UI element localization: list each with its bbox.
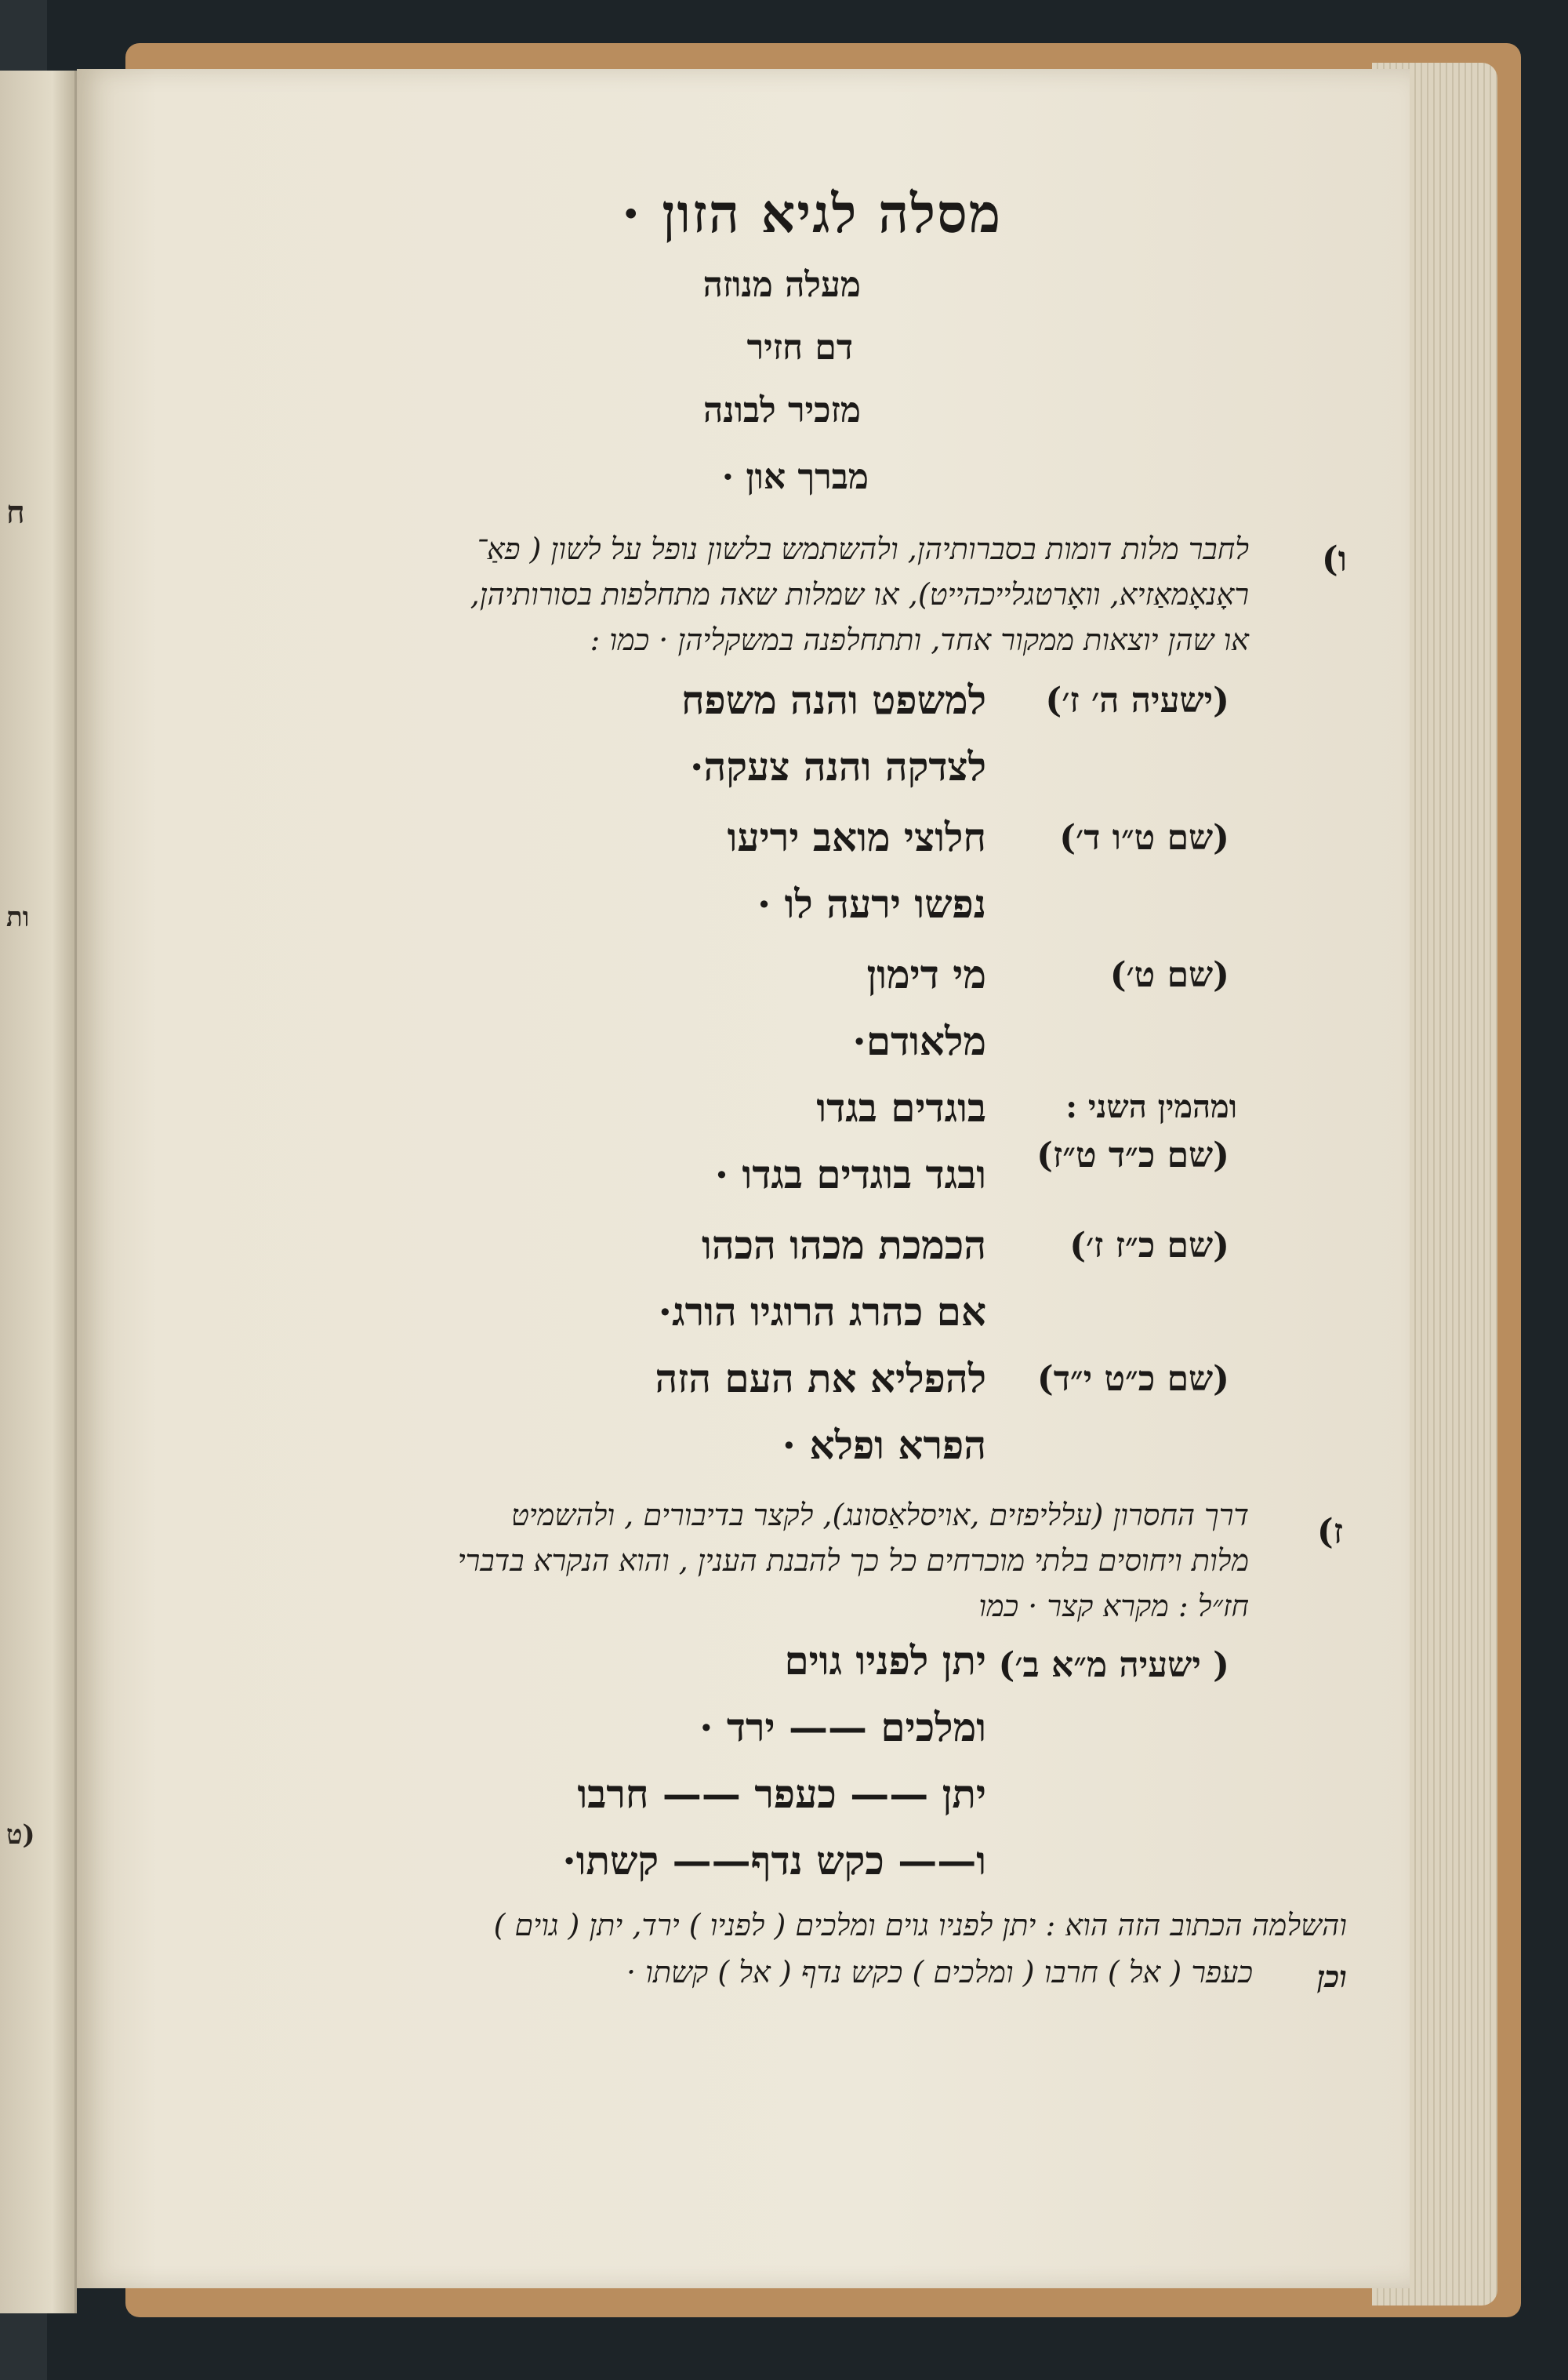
section-number: ז) <box>1316 1512 1343 1552</box>
verse-reference: (שם ט״ו ד׳) <box>1059 818 1229 858</box>
head-line: דם חזיר <box>746 328 853 368</box>
verse-line: ובגד בוגדים בגדו · <box>714 1151 986 1197</box>
verse-line: למשפט והנה משפח <box>681 677 986 723</box>
section-intro-line: לחבר מלות דומות בסברותיהן, ולהשתמש בלשון נופל על לשון ( פאַ־ <box>475 532 1249 566</box>
verse-reference: ( ישעיה מ״א ב׳) <box>998 1645 1229 1685</box>
verse-reference: ומהמין השני : <box>1065 1088 1237 1125</box>
head-line: מזכיר לבונה <box>703 391 861 431</box>
section-intro-line: מלות ויחוסים בלתי מוכרחים כל כך להבנת הענין , והוא הנקרא בדברי <box>457 1543 1249 1578</box>
section-intro-line: ראָנאָמאַזיא, וואָרטגלייכהייט), או שמלות שאה מתחלפות בסורותיהן, <box>470 577 1249 612</box>
verse-reference: (שם כ״ד ט״ז) <box>1036 1135 1229 1175</box>
section-intro-line: חז״ל : מקרא קצר · כמו <box>978 1589 1249 1623</box>
book-page <box>77 69 1410 2288</box>
verse-line: לצדקה והנה צעקה· <box>690 743 986 790</box>
verse-line: להפליא את העם הזה <box>655 1355 986 1401</box>
previous-page <box>0 71 77 2313</box>
catchword: וכן <box>1317 1959 1347 1994</box>
verse-line: הפרא ופלא · <box>782 1422 986 1468</box>
closing-line: והשלמה הכתוב הזה הוא : יתן לפניו גוים ומלכים ( לפניו ) ירד, יתן ( גוים ) <box>493 1908 1347 1942</box>
section-number: ו) <box>1321 540 1347 580</box>
section-intro-line: או שהן יוצאות ממקור אחד, ותתחלפנה במשקליהן · כמו : <box>590 623 1249 657</box>
verse-reference: (ישעיה ה׳ ז׳) <box>1045 681 1229 721</box>
verse-line: מי דימון <box>866 951 986 997</box>
head-line: מברך און · <box>721 457 869 497</box>
prev-page-mark: ח <box>6 494 25 531</box>
verse-line: אם כהרג הרוגיו הורג· <box>658 1288 986 1335</box>
verse-line: יתן לפניו גוים <box>784 1637 986 1684</box>
verse-line: יתן —— כעפר —— חרבו <box>577 1771 986 1817</box>
verse-reference: (שם כ״ט י״ד) <box>1036 1359 1229 1399</box>
verse-line: חלוצי מואב יריעו <box>727 814 986 860</box>
closing-line: כעפר ( אל ) חרבו ( ומלכים ) כקש נדף ( אל ) קשתו · <box>626 1955 1253 1989</box>
verse-line: ו—— כקש נדף—— קשתו· <box>562 1837 986 1884</box>
verse-line: ומלכים —— ירד · <box>699 1704 986 1750</box>
verse-line: נפשו ירעה לו · <box>757 881 986 927</box>
head-line: מעלה מנוזה <box>702 265 861 305</box>
verse-line: בוגדים בגדו <box>816 1085 986 1131</box>
verse-line: מלאודם· <box>852 1018 986 1064</box>
prev-page-mark: ות <box>6 902 30 933</box>
prev-page-mark: ט) <box>6 1819 35 1851</box>
section-intro-line: דרך החסרון (עלליפזים ,אויסלאַסונג), לקצר בדיבורים , ולהשמיט <box>510 1498 1249 1532</box>
page-title: מסלה לגיא הזון · <box>621 183 1002 245</box>
verse-reference: (שם ט׳) <box>1109 955 1229 995</box>
verse-reference: (שם כ״ז ז׳) <box>1069 1226 1229 1266</box>
verse-line: הכמכת מכהו הכהו <box>702 1222 986 1268</box>
